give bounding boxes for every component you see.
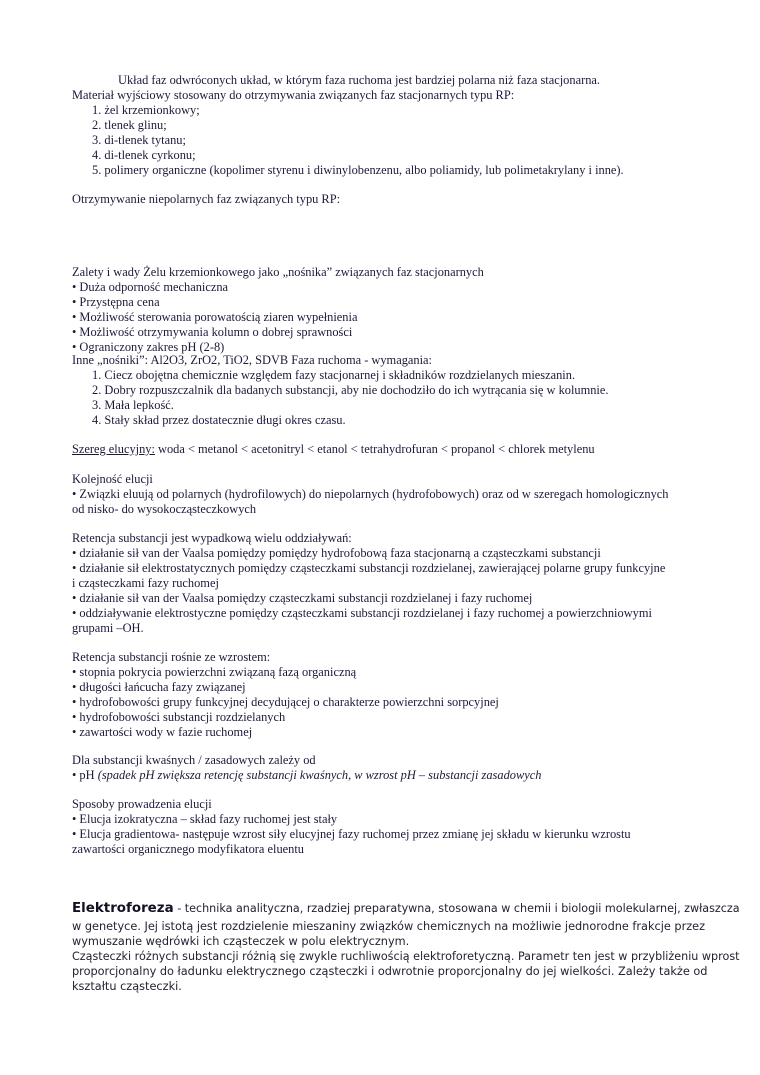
list-item: od nisko- do wysokocząsteczkowych xyxy=(72,502,257,516)
intro-line: Układ faz odwróconych układ, w którym faza ruchoma jest bardziej polarna niż faza stacjonarna. xyxy=(118,73,600,87)
elution-order-heading: Kolejność elucji xyxy=(72,472,153,486)
list-item: • Przystępna cena xyxy=(72,295,160,309)
paragraph-line: kształtu cząsteczki. xyxy=(72,980,182,993)
electrophoresis-intro: - technika analityczna, rzadziej preparatywna, stosowana w chemii i biologii molekularnej, zwłaszcza xyxy=(173,902,740,915)
list-item: • działanie sił van der Vaalsa pomiędzy cząsteczkami substancji rozdzielanej i fazy ruchomej xyxy=(72,591,533,605)
retention-growth-heading: Retencja substancji rośnie ze wzrostem: xyxy=(72,650,271,664)
list-item: i cząsteczkami fazy ruchomej xyxy=(72,576,219,590)
retention-heading: Retencja substancji jest wypadkową wielu oddziaływań: xyxy=(72,531,352,545)
eluotropic-values: woda < metanol < acetonitryl < etanol < tetrahydrofuran < propanol < chlorek metylenu xyxy=(154,442,595,456)
electrophoresis-first-line xyxy=(72,901,740,916)
paragraph-line: w genetyce. Jej istotą jest rozdzielenie mieszaniny związków chemicznych na możliwie jednorodne frakcje przez xyxy=(72,920,706,933)
acid-base-heading: Dla substancji kwaśnych / zasadowych zależy od xyxy=(72,753,316,767)
other-carriers: Inne „nośniki”: Al2O3, ZrO2, TiO2, SDVB Faza ruchoma - wymagania: xyxy=(72,353,432,367)
list-item: • Związki eluują od polarnych (hydrofilowych) do niepolarnych (hydrofobowych) oraz od w szeregach homologicznych xyxy=(72,487,669,501)
list-item: • oddziaływanie elektrostyczne pomiędzy cząsteczkami substancji rozdzielanej i fazy ruchomej a powierzchniowymi xyxy=(72,606,652,620)
list-item: • działanie sił van der Vaalsa pomiędzy pomiędzy hydrofobową faza stacjonarną a cząsteczkami substancji xyxy=(72,546,601,560)
list-item: • zawartości wody w fazie ruchomej xyxy=(72,725,253,739)
nonpolar-heading: Otrzymywanie niepolarnych faz związanych typu RP: xyxy=(72,192,341,206)
list-item: 3. Mała lepkość. xyxy=(92,398,174,412)
acid-base-line xyxy=(72,768,541,783)
list-item: 3. di-tlenek tytanu; xyxy=(92,133,186,147)
list-item: 2. tlenek glinu; xyxy=(92,118,167,132)
list-item: 4. di-tlenek cyrkonu; xyxy=(92,148,196,162)
eluotropic-series xyxy=(72,442,595,457)
paragraph-line: proporcjonalny do ładunku elektrycznego cząsteczki i odwrotnie proporcjonalny do jej wielkości. Zależy także od xyxy=(72,965,708,978)
paragraph-line: wymuszanie wędrówki ich cząsteczek w polu elektrycznym. xyxy=(72,935,410,948)
electrophoresis-title: Elektroforeza xyxy=(72,900,174,916)
silica-heading: Zalety i wady Żelu krzemionkowego jako „nośnika” związanych faz stacjonarnych xyxy=(72,265,484,279)
list-item: • Elucja izokratyczna – skład fazy ruchomej jest stały xyxy=(72,812,338,826)
list-item: 2. Dobry rozpuszczalnik dla badanych substancji, aby nie dochodziło do ich wytrącania się w kolumnie. xyxy=(92,383,609,397)
list-item: 1. Ciecz obojętna chemicznie względem fazy stacjonarnej i składników rozdzielanych mieszanin. xyxy=(92,368,576,382)
list-item: • Możliwość sterowania porowatością ziaren wypełnienia xyxy=(72,310,358,324)
ph-prefix: • pH xyxy=(72,768,98,782)
list-item: • Ograniczony zakres pH (2-8) xyxy=(72,340,225,354)
list-item: • Możliwość otrzymywania kolumn o dobrej sprawności xyxy=(72,325,353,339)
paragraph-line: Cząsteczki różnych substancji różnią się zwykle ruchliwością elektroforetyczną. Parametr ten jest w przybliżeniu wprost xyxy=(72,950,740,963)
list-item: grupami –OH. xyxy=(72,621,144,635)
list-item: • Elucja gradientowa- następuje wzrost siły elucyjnej fazy ruchomej przez zmianę jej składu w kierunku wzrostu xyxy=(72,827,631,841)
list-item: • działanie sił elektrostatycznych pomiędzy cząsteczkami substancji rozdzielanej, zawierającej polarne grupy funkcyjne xyxy=(72,561,666,575)
list-item: • hydrofobowości grupy funkcyjnej decydującej o charakterze powierzchni sorpcyjnej xyxy=(72,695,499,709)
list-item: • Duża odporność mechaniczna xyxy=(72,280,229,294)
list-item: zawartości organicznego modyfikatora eluentu xyxy=(72,842,305,856)
elution-methods-heading: Sposoby prowadzenia elucji xyxy=(72,797,212,811)
ph-note: (spadek pH zwiększa retencję substancji kwaśnych, w wzrost pH – substancji zasadowych xyxy=(97,768,542,782)
list-item: 5. polimery organiczne (kopolimer styrenu i diwinylobenzenu, albo poliamidy, lub polimetakrylany i inne). xyxy=(92,163,624,177)
list-item: • stopnia pokrycia powierzchni związaną fazą organiczną xyxy=(72,665,357,679)
list-item: • długości łańcucha fazy związanej xyxy=(72,680,246,694)
eluotropic-label: Szereg elucyjny: xyxy=(72,442,155,456)
list-item: 1. żel krzemionkowy; xyxy=(92,103,200,117)
material-heading: Materiał wyjściowy stosowany do otrzymywania związanych faz stacjonarnych typu RP: xyxy=(72,88,515,102)
list-item: 4. Stały skład przez dostatecznie długi okres czasu. xyxy=(92,413,346,427)
list-item: • hydrofobowości substancji rozdzielanych xyxy=(72,710,286,724)
